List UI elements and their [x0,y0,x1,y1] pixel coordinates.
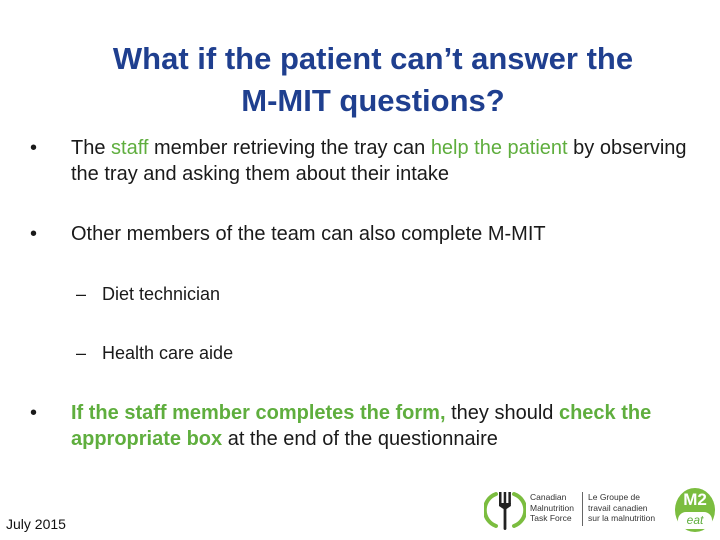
org-name-line: travail canadien [588,502,648,513]
org-name-french [588,492,668,524]
bullet-text-part: at the end of the questionnaire [222,428,498,450]
bullet-marker: • [30,223,38,245]
highlight-help-the-patient: help the patient [430,137,568,159]
highlight-staff: staff [111,137,149,159]
bullet-text [71,400,711,452]
bullet-text-part: they should [445,402,559,424]
bullet-text [71,135,711,187]
m2eat-badge [675,488,715,532]
sub-bullet-text: Diet technician [102,284,221,304]
badge-m2-text: M2 [683,490,707,509]
fork-icon [484,488,526,532]
bullet-text-part: by observing the tray and asking them about their intake [71,137,687,185]
org-name-line: Malnutrition [530,502,574,513]
title-line-2: M-MIT questions? [241,83,505,118]
org-name-line: Task Force [530,513,572,523]
logo-divider [582,492,583,526]
sub-bullet-text: Health care aide [102,343,234,363]
footer-date: July 2015 [6,516,66,532]
sub-bullet-marker: – [76,343,87,363]
organization-logo [484,488,720,532]
org-name-english [530,492,574,524]
sub-bullet-diet-technician [76,282,220,306]
bullet-text-part: member retrieving the tray can [148,137,431,159]
bullet-text-part: The [71,137,112,159]
sub-bullet-marker: – [76,284,87,304]
slide-title [40,38,706,122]
org-name-line: Canadian [530,492,567,502]
org-name-line: sur la malnutrition [588,513,656,523]
bullet-marker: • [30,137,38,159]
badge-eat-text: eat [678,512,712,529]
highlight-if-staff-completes: If the staff member completes the form, [71,402,446,424]
highlight-check-box: check the appropriate box [71,402,652,450]
bullet-marker: • [30,402,38,424]
title-line-1: What if the patient can’t answer the [112,41,634,76]
sub-bullet-health-care-aide [76,341,233,365]
bullet-text: Other members of the team can also complete M-MIT [71,223,546,245]
org-name-line: Le Groupe de [588,492,640,502]
